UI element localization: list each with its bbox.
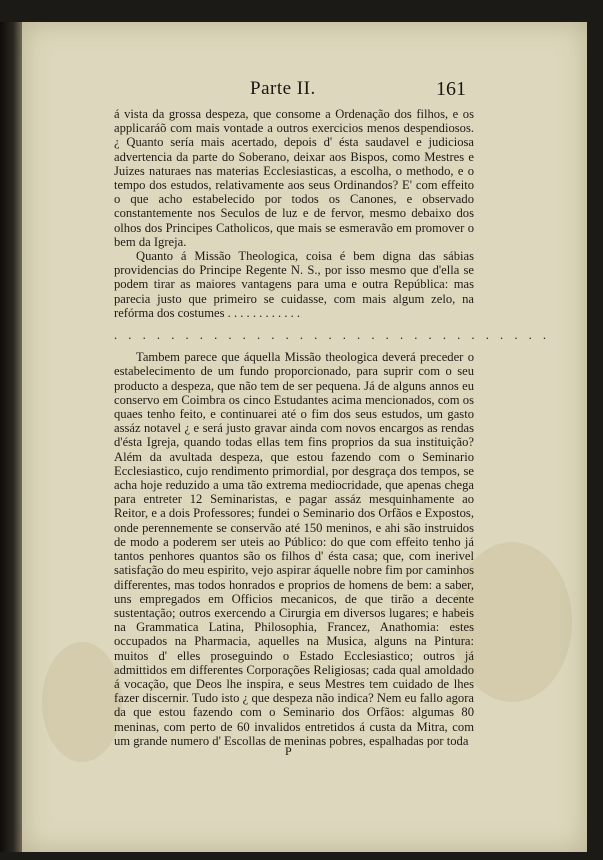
paragraph: á vista da grossa despeza, que consome a Ordenação dos filhos, e os applicaráõ com mais vontade a outros exercicios menos despendiosos. ¿ Quanto sería mais acertado, depois d' ésta saudavel e judiciosa advertencia da parte do Soberano, deixar aos Bispos, como Mestres e Juizes naturaes nas materias Ecclesiasticas, a escolha, o methodo, e o tempo dos estudos, relativamente aos seus Ordinandos? E' com effeito o que acho estabelecido por todos os Canones, e observado constantemente nos Seculos de luz e de fervor, mesmo debaixo dos olhos dos Principes Catholicos, que mais se esmeravão em promover o bem da Igreja. <box>114 107 474 249</box>
paragraph: Quanto á Missão Theologica, coisa é bem digna das sábias providencias do Principe Regente N. S., por isso mesmo que d'ella se podem tirar as maiores vantagens para uma e outra República: mas parecia justo que primeiro se cuidasse, com mais algum zelo, na refórma dos costumes . . . . . . . . . . . . <box>114 249 474 320</box>
page-number: 161 <box>436 78 466 100</box>
body-text <box>114 107 551 748</box>
paper-stain <box>42 642 122 762</box>
ellipsis-line: . . . . . . . . . . . . . . . . . . . . . . . . . . . . . . . <box>114 328 551 343</box>
signature-mark: P <box>285 744 292 758</box>
running-head: Parte II. <box>250 78 316 99</box>
paragraph: Tambem parece que áquella Missão theologica deverá preceder o estabelecimento de um fundo proporcionado, para suprir com o seu producto a despeza, que não tem de ser pequena. Já de alguns annos eu conservo em Coimbra os cinco Estudantes acima mencionados, com os quaes tenho feito, e continuarei até o fim dos seus estudos, um gasto assáz notavel ¿ e será justo gravar ainda com novos encargos as rendas d'ésta Igreja, quando todas ellas tem fins proprios da sua instituição? Além da avultada despeza, que estou fazendo com o Seminario Ecclesiastico, cujo rendimento primordial, por desgraça dos tempos, se acha hoje reduzido a uma tão extrema mediocridade, que apenas chega para entreter 12 Seminaristas, e pagar assáz mesquinhamente ao Reitor, e a dois Professores; fundei o Seminario dos Orfãos e Expostos, onde perennemente se conservão até 150 meninos, e ahi são instruidos de modo a poderem ser uteis ao Público: do que com effeito tenho já tantos penhores quantos são os filhos d' ésta casa; que, com inerivel satisfação do meu espirito, vejo aspirar áquelle nobre fim por caminhos differentes, mas todos honrados e proprios de homens de bem: a saber, uns empregados em Officios mecanicos, de que tirão a decente sustentação; outros exercendo a Cirurgia em diversos lugares; e habeis na Grammatica Latina, Philosophia, Francez, Anathomia: estes occupados na Pharmacia, aquelles na Musica, alguns na Pintura: muitos d' elles proseguindo o Estado Ecclesiastico; outros já admittidos em differentes Corporações Religiosas; cada qual amoldado á vocação, que Deos lhe inspira, e seus Mestres tem cuidado de lhes fazer discernir. Tudo isto ¿ que despeza não indica? Nem eu fallo agora da que estou fazendo com o Seminario dos Orfãos: algumas 80 meninas, com perto de 60 invalidos entretidos á custa da Mitra, com um grande numero d' Escollas de meninas pobres, espalhadas por toda <box>114 350 474 748</box>
page-gutter-shadow <box>0 22 22 852</box>
page-header <box>0 58 603 98</box>
